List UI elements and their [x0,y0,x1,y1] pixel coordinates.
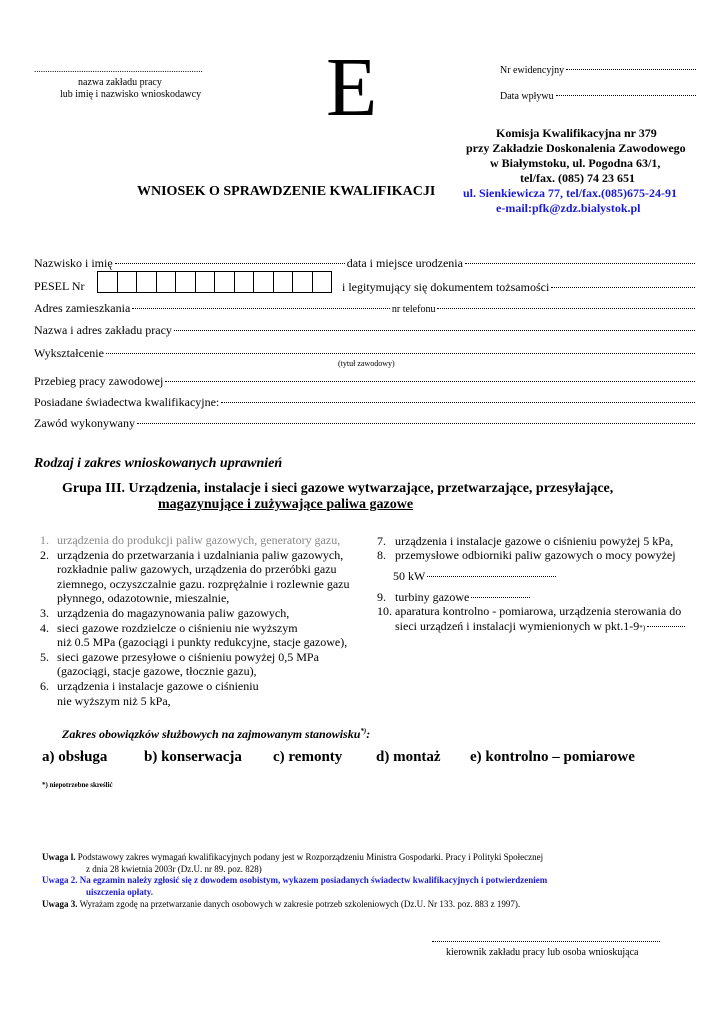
zaklad-label: Nazwa i adres zakładu pracy [34,323,172,337]
adres-label: Adres zamieszkania [34,301,131,315]
data-wplywu-field[interactable] [500,91,698,102]
adres-field[interactable] [34,301,697,316]
nr-ewidencyjny-label: Nr ewidencyjny [500,65,565,76]
pesel-input-boxes[interactable] [97,271,332,293]
note-1-cont: z dnia 28 kwietnia 2003r (Dz.U. nr 89. poz. 828) [86,864,262,874]
telefon-label: nr telefonu [391,304,436,315]
commission-address: ul. Sienkiewicza 77, tel/fax.(085)675-24-91 [463,186,677,200]
swiadectwa-field[interactable] [34,395,697,410]
applicant-label-2: lub imię i nazwisko wnioskodawcy [60,89,202,100]
option-konserwacja[interactable]: b) konserwacja [144,749,242,765]
scope-item-6[interactable]: 6. urządzenia i instalacje gazowe o ciśnieniu nie wyższym niż 5 kPa, [40,678,259,708]
nr-ewidencyjny-field[interactable] [500,65,698,76]
note-3: Uwaga 3. Wyrażam zgodę na przetwarzanie danych osobowych w zakresie potrzeb szkoleniowych (Dz.U. Nr 133. poz. 883 z 1997). [42,899,521,909]
commission-email: e-mail:pfk@zdz.bialystok.pl [496,201,641,215]
commission-line-1: Komisja Kwalifikacyjna nr 379 [496,126,657,140]
applicant-dots: ........................................................................... [34,64,203,74]
note-2: Uwaga 2. Na egzamin należy zgłosić się z dowodem osobistym, wykazem posiadanych świadectw kwalifikacyjnych i potwierdzeniem [42,875,548,885]
dokument-field[interactable] [342,280,697,295]
form-letter: E [326,41,378,134]
scope-item-5[interactable]: 5. sieci gazowe przesyłowe o ciśnieniu powyżej 0,5 MPa (gazociągi, stacje gazowe, tłocznie gazu), [40,649,319,679]
duties-title: Zakres obowiązków służbowych na zajmowanym stanowisku*): [62,727,371,741]
data-urodzenia-label: data i miejsce urodzenia [346,256,463,270]
commission-line-3: w Białymstoku, ul. Pogodna 63/1, [490,156,661,170]
commission-line-4: tel/fax. (085) 74 23 651 [520,171,635,185]
scope-item-1[interactable]: 1. urządzenia do produkcji paliw gazowych, generatory gazu, [40,533,341,547]
scope-item-10-cont: sieci urządzeń i instalacji wymienionych w pkt.1-9 *) [395,619,687,634]
nazwisko-field[interactable] [34,256,697,271]
scope-item-8-power[interactable]: 50 kW [393,569,558,584]
scope-item-7[interactable]: 7. urządzenia i instalacje gazowe o ciśnieniu powyżej 5 kPa, [377,534,674,548]
tytul-caption: (tytuł zawodowy) [338,359,395,368]
wyksztalcenie-label: Wykształcenie [34,346,104,360]
nazwisko-label: Nazwisko i imię [34,256,113,270]
option-montaz[interactable]: d) montaż [376,749,441,765]
scope-item-2[interactable]: 2. urządzenia do przetwarzania i uzdalniania paliw gazowych, rozkładnie paliw gazowych, urządzenia do przeróbki gazu ziemnego, oczyszczalnie gazu. rozprężalnie i rozlewnie gazu płynnego, odazotownie, mieszalnie, [40,547,350,606]
zaklad-field[interactable] [34,323,697,338]
scope-item-4[interactable]: 4. sieci gazowe rozdzielcze o ciśnieniu nie wyższym niż 0.5 MPa (gazociągi i punkty redukcyjne, stacje gazowe), [40,620,348,650]
scope-item-9[interactable]: 9. turbiny gazowe [377,590,532,605]
data-wplywu-label: Data wpływu [500,91,554,102]
applicant-label-1: nazwa zakładu pracy [78,77,162,88]
dokument-label: i legitymujący się dokumentem tożsamości [342,280,550,294]
pesel-label: PESEL Nr [34,279,85,293]
group-title-line-2: magazynujące i zużywające paliwa gazowe [158,497,414,512]
footnote: *) niepotrzebne skreślić [42,781,113,789]
option-obsluga[interactable]: a) obsługa [42,749,108,765]
zawod-label: Zawód wykonywany [34,416,135,430]
przebieg-label: Przebieg pracy zawodowej [34,374,164,388]
scope-item-3[interactable]: 3. urządzenia do magazynowania paliw gazowych, [40,605,290,620]
group-title-line-1: Grupa III. Urządzenia, instalacje i sieci gazowe wytwarzające, przetwarzające, przesyłające, [62,481,614,496]
signature-line[interactable] [432,941,660,942]
option-kontrolno-pomiarowe[interactable]: e) kontrolno – pomiarowe [470,749,635,765]
scope-item-8[interactable]: 8. przemysłowe odbiorniki paliw gazowych o mocy powyżej [377,548,676,562]
section-title: Rodzaj i zakres wnioskowanych uprawnień [34,456,283,471]
signature-caption: kierownik zakładu pracy lub osoba wnioskująca [446,947,639,958]
note-2-cont: uiszczenia opłaty. [86,887,153,897]
zawod-field[interactable] [34,416,697,431]
option-remonty[interactable]: c) remonty [273,749,343,765]
scope-item-10[interactable]: 10. aparatura kontrolno - pomiarowa, urządzenia sterowania do [377,604,682,618]
swiadectwa-label: Posiadane świadectwa kwalifikacyjne: [34,395,220,409]
left-scope-list [40,533,370,708]
form-title: WNIOSEK O SPRAWDZENIE KWALIFIKACJI [137,184,436,199]
note-1: Uwaga l. Podstawowy zakres wymagań kwalifikacyjnych podany jest w Rozporządzeniu Ministra Gospodarki. Pracy i Polityki Społecznej [42,852,544,862]
przebieg-field[interactable] [34,374,697,389]
commission-line-2: przy Zakładzie Doskonalenia Zawodowego [466,141,686,155]
